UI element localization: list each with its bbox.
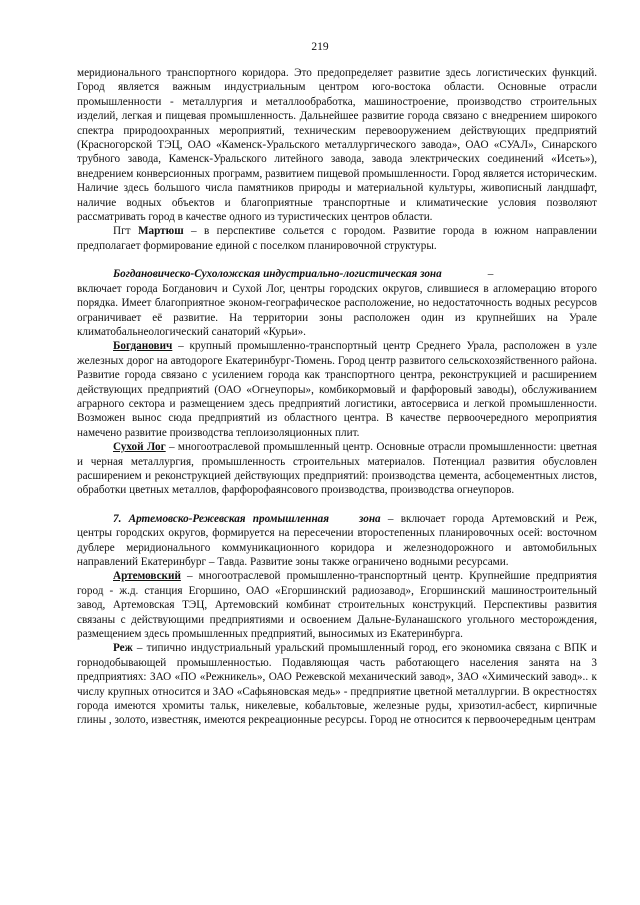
zone-6-heading	[77, 267, 597, 281]
zone-7-paragraph: 7. Артемовско-Режевская промышленная зона – включает города Артемовский и Реж, центры городских округов, формируется на пересечении второстепенных планировочных осей: восточном дублере меридионального коммуникационного коридора и железнодорожного и автомобильных направлений Екатеринбург – Тавда. Развитие зоны также ограничено водными ресурсами.	[77, 512, 597, 568]
artemovsky-text: – многоотраслевой промышленно-транспортный центр. Крупнейшие предприятия город - ж.д. станция Егоршино, ОАО «Егоршинский радиозавод», Егоршинский машиностроительный завод, Артемовская ТЭЦ, Артемовский комбинат строительных конструкций. Перспективы развития связаны с действующими предприятиями и освоением Дальне-Буланашского угольного месторождения, размещением здесь промышленных предприятий, выносимых из Екатеринбурга.	[77, 570, 597, 641]
paragraph-kamensk: меридионального транспортного коридора. Это предопределяет развитие здесь логистических функций. Город является важным индустриальным центром юго-востока области. Основные отрасли промышленности - металлургия и металлообработка, машиностроение, производство строительных изделий, легкая и пищевая промышленность. Дальнейшее развитие города связано с внедрением широкого спектра природоохранных мероприятий, техническим перевооружением действующих предприятий (Красногорской ТЭЦ, ОАО «Каменск-Уральского металлургического завода», ОАО «СУАЛ», Синарского трубного завода, Каменск-Уральского литейного завода, завода электрических соединений «Исеть»), внедрением конверсионных программ, развитием пищевой промышленности. Город является историческим. Наличие здесь большого числа памятников природы и материальной культуры, живописный ландшафт, наличие водных объектов и благоприятные транспортные и климатические условия позволяют рассматривать город в качестве одного из туристических центров области.	[77, 67, 597, 224]
rezh-name: Реж	[113, 642, 133, 655]
zone-6-dash: –	[487, 268, 494, 281]
sukhoy-log-text: – многоотраслевой промышленный центр. Основные отрасли промышленности: цветная и черная металлургия, промышленность строительных материалов. Потенциал развития обусловлен расширением и реконструкцией действующих предприятий: производства цемента, асбоцементных листов, обработки цветных металлов, фарфорофаянсового производства, производства огнеупоров.	[77, 441, 597, 497]
paragraph-rezh	[77, 641, 597, 727]
zone-7-text: включает города Артемовский и Реж, центры городских округов, формируется на пересечении второстепенных планировочных осей: восточном дублере меридионального коммуникационного коридора и железнодорожного и автомобильных направлений Екатеринбург – Тавда. Развитие зоны также ограничено водными ресурсами.	[77, 512, 597, 568]
section-gap	[77, 253, 597, 267]
zone-6-description: включает города Богданович и Сухой Лог, центры городских округов, слившиеся в агломерацию второго порядка. Имеет благоприятное эконом-географическое расположение, но недостаточность водных ресурсов ограничивает её развитие. На территории зоны расположен один из крупнейших на Урале климатобальнеологический санаторий «Курьи».	[77, 282, 597, 338]
bogdanovich-name: Богданович	[113, 340, 173, 353]
paragraph-sukhoy-log	[77, 440, 597, 498]
zone-7-title: 7. Артемовско-Режевская промышленная	[113, 512, 330, 525]
bogdanovich-text: – крупный промышленно-транспортный центр Среднего Урала, расположен в узле железных дорог на автодороге Екатеринбург-Тюмень. Город центр развитого сельскохозяйственного района. Развитие города связано с усилением города как транспортного центра, реконструкцией и расширением действующих предприятий (ОАО «Огнеупоры», комбикормовый и фарфоровый заводы), обслуживанием аграрного сектора и размещением здесь предприятий логистики, автосервиса и легкой промышленности. Возможен вынос сюда предприятий из областного центра. В качестве первоочередного мероприятия намечено развитие производства теплоизоляционных плит.	[77, 340, 597, 439]
paragraph-artemovsky	[77, 569, 597, 641]
page-body	[77, 66, 597, 728]
zone-7-word: зона	[359, 512, 381, 525]
martyush-name: Мартюш	[137, 225, 184, 238]
martyush-text: – в перспективе сольется с городом. Развитие города в южном направлении предполагает формирование единой с поселком планировочной структуры.	[77, 225, 597, 252]
zone-6-title: Богдановическо-Сухоложская индустриально-логистическая зона	[113, 268, 442, 281]
rezh-text: – типично индустриальный уральский промышленный город, его экономика связана с ВПК и горнодобывающей промышленностью. Подавляющая часть работающего населения занята на 3 предприятиях: ЗАО «ПО «Режникель», ОАО Режевской механический завод», ЗАО «Химический завод».. к числу крупных относится и ЗАО «Сафьяновская медь» - предприятие цветной металлургии. В окрестностях города имеются хромиты тальк, никелевые, кобальтовые, железные руды, хризотил-асбест, кирпичные глины , золото, известняк, имеются рекреационные ресурсы. Город не относится к первоочередным центрам	[77, 642, 597, 727]
artemovsky-name: Артемовский	[113, 570, 181, 583]
martyush-prefix: Пгт	[113, 225, 138, 238]
section-gap	[77, 498, 597, 512]
page-number: 219	[311, 41, 329, 53]
paragraph-bogdanovich	[77, 339, 597, 440]
sukhoy-log-name: Сухой Лог	[113, 441, 166, 454]
paragraph-martyush	[77, 224, 597, 253]
